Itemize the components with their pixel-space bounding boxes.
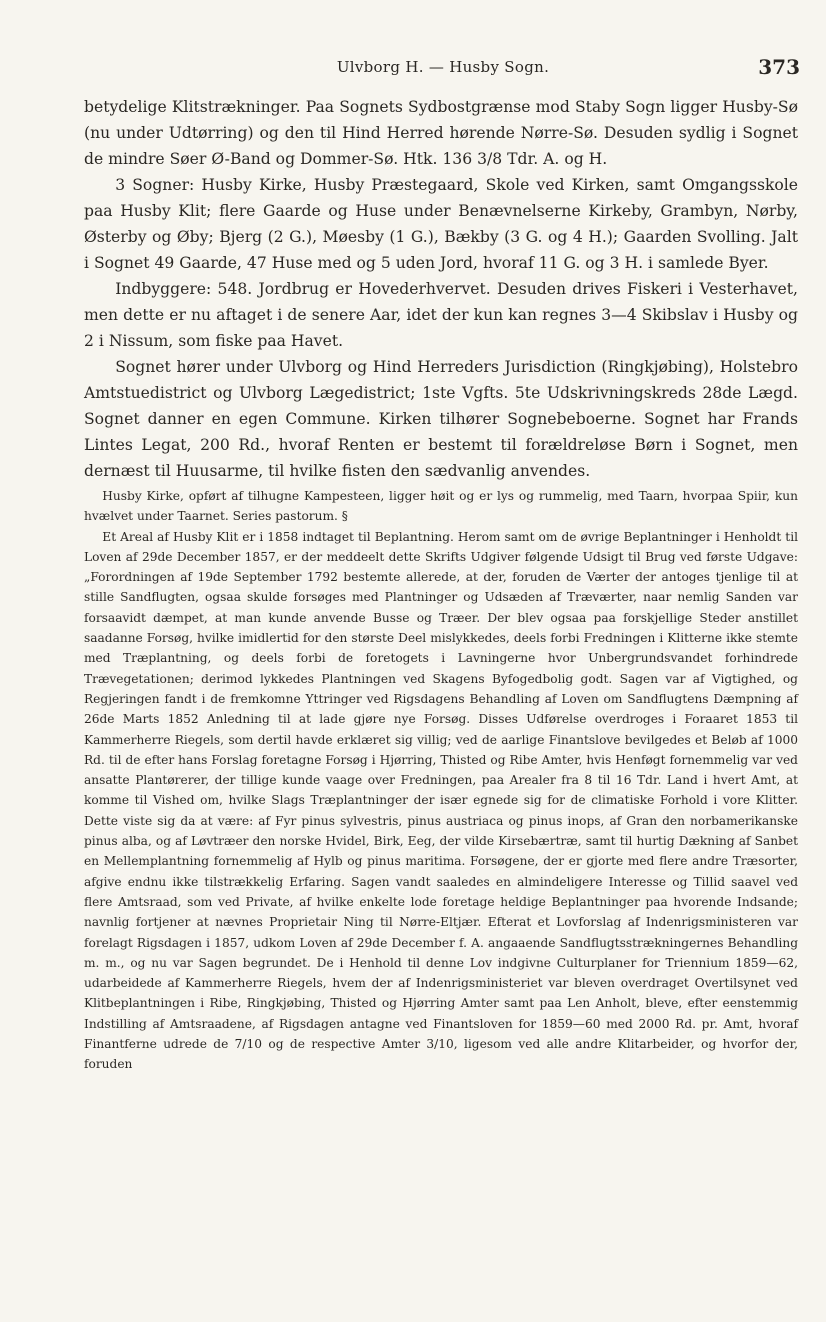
paragraph-jurisdiction: Sognet hører under Ulvborg og Hind Herreders Jurisdiction (Ringkjøbing), Holstebro Amtstuedistrict og Ulvborg Lægedistrict; 1ste Vgfts. 5te Udskrivningskreds 28de Lægd. Sognet danner en egen Commune. Kirken tilhører Sognebeboerne. Sognet har Frands Lintes Legat, 200 Rd., hvoraf Renten er bestemt til forældreløse Børn i Sognet, men dernæst til Huusarme, til hvilke fisten den sædvanlig anvendes. [84, 358, 798, 480]
page-number: 373 [758, 55, 800, 79]
main-text [84, 94, 798, 484]
running-title: Ulvborg H. — Husby Sogn. [336, 58, 550, 76]
page-header [86, 55, 800, 84]
paragraph-lakes: betydelige Klitstrækninger. Paa Sognets Sydbostgrænse mod Staby Sogn ligger Husby-Sø (nu under Udtørring) og den til Hind Herred hørende Nørre-Sø. Desuden sydlig i Sognet de mindre Søer Ø-Band og Dommer-Sø. Htk. 136 3/8 Tdr. A. og H. [84, 98, 798, 168]
paragraph-settlements: 3 Sogner: Husby Kirke, Husby Præstegaard, Skole ved Kirken, samt Omgangsskole paa Husby Klit; flere Gaarde og Huse under Benævnelserne Kirkeby, Grambyn, Nørby, Østerby og Øby; Bjerg (2 G.), Møesby (1 G.), Bækby (3 G. og 4 H.); Gaarden Svolling. Jalt i Sognet 49 Gaarde, 47 Huse med og 5 uden Jord, hvoraf 11 G. og 3 H. i samlede Byer. [84, 176, 798, 272]
footnote [84, 486, 798, 1075]
page-body [84, 94, 798, 1075]
footnote-plantation: Et Areal af Husby Klit er i 1858 indtaget til Beplantning. Herom samt om de øvrige Beplantninger i Henholdt til Loven af 29de December 1857, er der meddeelt dette Skrifts Udgiver følgende Udsigt til Brug ved første Udgave: „Forordningen af 19de September 1792 bestemte allerede, at der, foruden de Værter der antoges tjenlige til at stille Sandflugten, ogsaa skulde forsøges med Plantninger og Udsæden af Træværter, naar nemlig Sanden var forsaavidt dæmpet, at man kunde anvende Busse og Træer. Der blev ogsaa paa forskjellige Steder anstillet saadanne Forsøg, hvilke imidlertid for den største Deel mislykkedes, deels forbi Fredningen i Klitterne ikke stemte med Træplantning, og deels forbi de foretogets i Lavningerne hvor Unbergrundsvandet forhindrede Trævegetationen; derimod lykkedes Plantningen ved Skagens Byfogedbolig godt. Sagen var af Vigtighed, og Regjeringen fandt i de fremkomne Yttringer ved Rigsdagens Behandling af Loven om Sandflugtens Dæmpning af 26de Marts 1852 Anledning til at lade gjøre nye Forsøg. Disses Udførelse overdroges i Foraaret 1853 til Kammerherre Riegels, som dertil havde erklæret sig villig; ved de aarlige Finantslove bevilgedes et Beløb af 1000 Rd. til de efter hans Forslag foretagne Forsøg i Hjørring, Thisted og Ribe Amter, hvis Henføgt fornemmelig var ved ansatte Plantørerer, der tillige kunde vaage over Fredningen, paa Arealer fra 8 til 16 Tdr. Land i hvert Amt, at komme til Vished om, hvilke Slags Træplantninger der især egnede sig for de climatiske Forhold i vore Klitter. Dette viste sig da at være: af Fyr pinus sylvestris, pinus austriaca og pinus inops, af Gran den norbamerikanske pinus alba, og af Løvtræer den norske Hvidel, Birk, Eeg, der vilde Kirsebærtræ, samt til hurtig Dækning af Sanbet en Mellemplantning fornemmelig af Hylb og pinus maritima. Forsøgene, der er gjorte med flere andre Træsorter, afgive endnu ikke tilstrækkelig Erfaring. Sagen vandt saaledes en almindeligere Interesse og Tillid saavel ved flere Amtsraad, som ved Private, af hvilke enkelte lode foretage heldige Beplantninger paa hvorende Indsande; navnlig fortjener at nævnes Proprietair Ning til Nørre-Eltjær. Efterat et Lovforslag af Indenrigsministeren var forelagt Rigsdagen i 1857, udkom Loven af 29de December f. A. angaaende Sandflugtsstrækningernes Behandling m. m., og nu var Sagen begrundet. De i Henhold til denne Lov indgivne Culturplaner for Triennium 1859—62, udarbeidede af Kammerherre Riegels, hvem der af Indenrigsministeriet var bleven overdraget Overtilsynet ved Klitbeplantningen i Ribe, Ringkjøbing, Thisted og Hjørring Amter samt paa Len Anholt, bleve, efter eenstemmig Indstilling af Amtsraadene, af Rigsdagen antagne ved Finantsloven for 1859—60 med 2000 Rd. pr. Amt, hvoraf Finantferne udrede de 7/10 og de respective Amter 3/10, ligesom ved alle andre Klitarbeider, og hvorfor der, foruden [84, 529, 798, 1072]
footnote-church: Husby Kirke, opført af tilhugne Kampesteen, ligger høit og er lys og rummelig, med Taarn, hvorpaa Spiir, kun hvælvet under Taarnet. Series pastorum. § [84, 489, 798, 524]
paragraph-population: Indbyggere: 548. Jordbrug er Hovederhvervet. Desuden drives Fiskeri i Vesterhavet, men dette er nu aftaget i de senere Aar, idet der kun kan regnes 3—4 Skibslav i Husby og 2 i Nissum, som fiske paa Havet. [84, 280, 798, 350]
